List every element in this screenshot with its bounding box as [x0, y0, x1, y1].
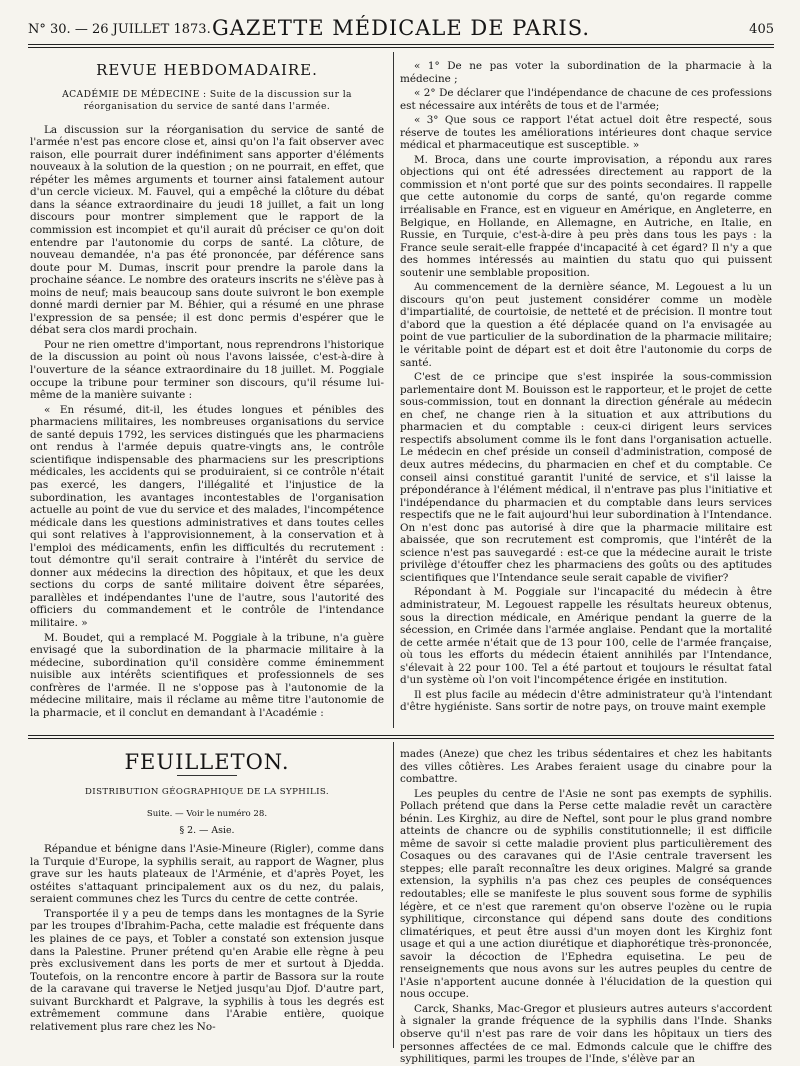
feuilleton-subtitle: DISTRIBUTION GÉOGRAPHIQUE DE LA SYPHILIS.: [84, 786, 330, 797]
conclusion-item: « 3° Que sous ce rapport l'état actuel doit être respecté, sous réserve de toutes les améliorations intérieures dont chaque service médical et pharmaceutique est susceptible. »: [400, 114, 772, 152]
revue-paragraph: Pour ne rien omettre d'important, nous reprendrons l'historique de la discussion au point où nous l'avons laissée, c'est-à-dire à l'ouverture de la séance extraordinaire du 18 juillet. M. Poggiale occupe la tribune pour terminer son discours, qu'il résume lui-même de la manière suivante :: [30, 338, 384, 402]
revue-subtitle-line2: réorganisation du service de santé dans l'armée.: [83, 101, 331, 113]
revue-column: [30, 56, 384, 728]
right-column: [400, 60, 772, 728]
header-rule-double: [28, 47, 774, 48]
issue-date: N° 30. — 26 JUILLET 1873.: [28, 22, 211, 37]
revue-paragraph: La discussion sur la réorganisation du service de santé de l'armée n'est pas encore close et, ainsi qu'on l'a fait observer avec raison, elle pourrait durer indéfiniment sans apporter d'éléments nouveaux à la solution de la question ; on ne pourrait, en effet, que répéter les mêmes arguments et tourner ainsi fatalement autour d'un cercle vicieux. M. Fauvel, qui a empêché la clôture du débat dans la séance extraordinaire du jeudi 18 juillet, a fait un long discours pour montrer simplement que le rapport de la commission est incompiet et qu'il aurait dû préciser ce qu'on doit entendre par l'autonomie du corps de santé. La clôture, de nouveau demandée, n'a pas été prononcée, par déférence sans doute pour M. Dumas, inscrit pour prendre la parole dans la prochaine séance. Le nombre des orateurs inscrits ne s'élève pas à moins de neuf; mais beaucoup sans doute suivront le bon exemple donné mardi dernier par M. Béhier, qui a résumé en une phrase l'expression de sa pensée; il est donc permis d'espérer que le débat sera clos mardi prochain.: [30, 123, 385, 337]
conclusion-item: « 1° De ne pas voter la subordination de la pharmacie à la médecine ;: [400, 60, 772, 85]
revue-subtitle-line1: ACADÉMIE DE MÉDECINE : Suite de la discussion sur la: [62, 88, 352, 100]
feuilleton-left-column: [30, 748, 384, 1048]
feuilleton-paragraph: Transportée il y a peu de temps dans les montagnes de la Syrie par les troupes d'Ibrahim-Pacha, cette maladie est fréquente dans les plaines de ce pays, et Tobler a constaté son extension jusque dans la Palestine. Pruner prétend qu'en Arabie elle règne à peu près exclusivement dans les ports de mer et surtout à Djedda. Toutefois, on la rencontre encore à partir de Bassora sur la route de la caravane qui traverse le Netjed jusqu'au Djof. D'autre part, suivant Burckhardt et Palgrave, la syphilis à tous les degrés est extrêmement commune dans l'Arabie entière, quoique relativement plus rare chez les No-: [30, 907, 384, 1033]
feuilleton-title-rule: [177, 775, 237, 776]
hygiene-paragraph: Il est plus facile au médecin d'être administrateur qu'à l'intendant d'être hygiéniste. Sans sortir de notre pays, on trouve maint exemple: [400, 688, 772, 714]
revue-title: REVUE HEBDOMADAIRE.: [96, 61, 318, 79]
column-divider-bottom: [393, 742, 394, 1048]
feuilleton-paragraph: Carck, Shanks, Mac-Gregor et plusieurs autres auteurs s'accordent à signaler la grande fréquence de la syphilis dans l'Inde. Shanks observe qu'il n'est pas rare de voir dans les hôpitaux un tiers des personnes affectées de ce mal. Edmonds calcule que le chiffre des syphilitiques, parmi les troupes de l'Inde, s'élève par an: [400, 1002, 772, 1066]
feuilleton-right-column: [400, 748, 772, 1066]
feuilleton-suite: Suite. — Voir le numéro 28.: [146, 809, 268, 820]
revue-subtitle: [30, 89, 384, 114]
column-divider-top: [393, 52, 394, 728]
poggiale-reply-paragraph: Répondant à M. Poggiale sur l'incapacité du médecin à être administrateur, M. Legouest rappelle les résultats heureux obtenus, sous la direction médicale, en Amérique pendant la guerre de la sécession, en Crimée dans l'armée anglaise. Pendant que la mortalité de cette armée n'était que de 13 pour 100, celle de l'armée française, où tous les efforts du médecin étaient annihilés par l'Intendance, s'élevait à 22 pour 100. Tel a été partout et toujours le résultat fatal d'un système où l'on voit l'incompétence érigée en institution.: [400, 586, 772, 687]
broca-paragraph: M. Broca, dans une courte improvisation, a répondu aux rares objections qui ont été adressées directement au rapport de la commission et n'ont porté que sur des points secondaires. Il rappelle que cette autonomie du corps de santé, qu'on regarde comme irréalisable en France, est en vigueur en Amérique, en Angleterre, en Belgique, en Hollande, en Allemagne, en Autriche, en Italie, en Russie, en Turquie, c'est-à-dire à peu près dans tous les pays : la France seule serait-elle frappée d'incapacité à cet égard? Il n'y a que des hommes intéressés au maintien du statu quo qui puissent soutenir une semblable proposition.: [400, 153, 772, 279]
feuilleton-paragraph: Répandue et bénigne dans l'Asie-Mineure (Rigler), comme dans la Turquie d'Europe, la syphilis serait, au rapport de Wagner, plus grave sur les hauts plateaux de l'Arménie, et d'après Poyet, les ostéites s'attaquant principalement aux os du nez, du palais, seraient communes chez les Turcs du centre de cette contrée.: [30, 843, 384, 906]
feuilleton-rule: [28, 735, 774, 736]
page-header: [28, 16, 774, 40]
conclusion-item: « 2° De déclarer que l'indépendance de chacune de ces professions est nécessaire aux intérêts de tous et de l'armée;: [400, 87, 772, 112]
legouest-paragraph: Au commencement de la dernière séance, M. Legouest a lu un discours qu'on peut justement considérer comme un modèle d'impartialité, de courtoisie, de netteté et de précision. Il montre tout d'abord que la question a été déplacée quand on l'a envisagée au point de vue particulier de la subordination de la pharmacie militaire; le véritable point de départ est et doit être l'autonomie du corps de santé.: [400, 281, 772, 369]
page-number: 405: [749, 22, 774, 37]
revue-paragraph: M. Boudet, qui a remplacé M. Poggiale à la tribune, n'a guère envisagé que la subordination de la pharmacie militaire à la médecine, subordination qu'il considère comme éminemment nuisible aux intérêts scientifiques et professionnels de ses confrères de l'armée. Il ne s'oppose pas à l'autonomie de la médecine militaire, mais il réclame au même titre l'autonomie de la pharmacie, et il conclut en demandant à l'Académie :: [30, 631, 384, 719]
feuilleton-paragraph: Les peuples du centre de l'Asie ne sont pas exempts de syphilis. Pollach prétend que dans la Perse cette maladie revêt un caractère bénin. Les Kirghiz, au dire de Neftel, sont pour le plus grand nombre atteints de chancre ou de syphilis constitutionnelle; il est difficile même de savoir si cette maladie provient plus particulièrement des Cosaques ou des caravanes qui de l'Asie centrale traversent les steppes; elle paraît reconnaître les deux origines. Malgré sa grande extension, la syphilis n'a pas chez ces peuples de conséquences redoutables; elle se manifeste le plus souvent sous forme de syphilis légère, et ce n'est que rarement qu'on observe l'ozène ou le rupia syphilitique, circonstance qui dépend sans doute des conditions climatériques, et peut être aussi d'un moyen dont les Kirghiz font usage et qui a une action diurétique et diaphorétique très-prononcée, savoir la décoction de l'Ephedra equisetina. Le peu de renseignements que nous avons sur les autres peuples du centre de l'Asie n'apportent aucune donnée à l'élucidation de la question qui nous occupe.: [400, 787, 772, 1001]
feuilleton-title: FEUILLETON.: [124, 750, 290, 774]
subcommission-paragraph: C'est de ce principe que s'est inspirée la sous-commission parlementaire dont M. Bouisson est le rapporteur, et le projet de cette sous-commission, tout en donnant la direction générale au médecin en chef, ne change rien à la situation et aux attributions du pharmacien et du comptable : ceux-ci dirigent leurs services respectifs absolument comme ils le font dans l'organisation actuelle. Le médecin en chef préside un conseil d'administration, composé de deux autres médecins, du pharmacien en chef et du comptable. Ce conseil ainsi constitué garantit l'unité de service, et s'il laisse la prépondérance à l'élément médical, il n'entrave pas plus l'initiative et l'indépendance du pharmacien et du comptable dans leurs services respectifs que ne le fait aujourd'hui leur subordination à l'Intendance. On n'est donc pas autorisé à dire que la pharmacie militaire est abaissée, que son recrutement est compromis, que l'intérêt de la science n'est pas sauvegardé : est-ce que la médecine aurait le triste privilège d'étouffer chez les pharmaciens des goûts ou des aptitudes scientifiques que l'Intendance seule serait capable de vivifier?: [400, 371, 772, 584]
feuilleton-rule-double: [28, 738, 774, 739]
revue-paragraph: « En résumé, dit-il, les études longues et pénibles des pharmaciens militaires, les nombreuses organisations du service de santé depuis 1792, les services distingués que les pharmaciens ont rendus à l'armée depuis quatre-vingts ans, le contrôle scientifique indispensable des pharmaciens sur les prescriptions médicales, les accidents qui se produiraient, si ce contrôle n'était pas exercé, les dangers, l'illégalité et l'injustice de la subordination, les avantages incontestables de l'organisation actuelle au point de vue du service et des malades, l'incompétence médicale dans les questions administratives et dans toutes celles qui sont relatives à l'approvisionnement, à la conservation et à l'emploi des médicaments, enfin les difficultés du recrutement : tout démontre qu'il serait contraire à l'intérêt du service de donner aux médecins la direction des hôpitaux, et que les deux sections du corps de santé militaire doivent être séparées, parallèles et indépendantes l'une de l'autre, sous l'autorité des officiers du commandement et le contrôle de l'intendance militaire. »: [30, 403, 384, 629]
feuilleton-section: § 2. — Asie.: [179, 824, 235, 836]
header-rule: [28, 44, 774, 45]
feuilleton-paragraph: mades (Aneze) que chez les tribus sédentaires et chez les habitants des villes côtières. Les Arabes feraient usage du cinabre pour la combattre.: [400, 748, 772, 786]
publication-title: GAZETTE MÉDICALE DE PARIS.: [211, 16, 591, 40]
